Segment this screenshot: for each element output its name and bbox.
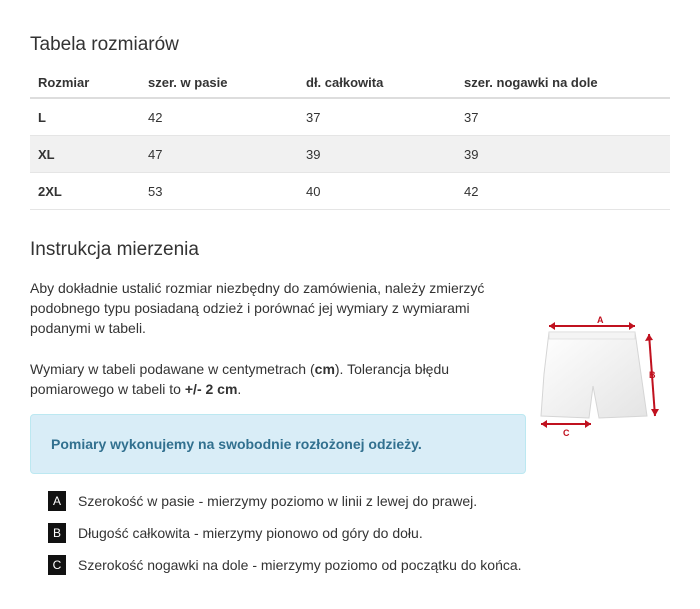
- list-item: [48, 517, 522, 549]
- size-table-header-row: [30, 67, 670, 98]
- arrow-a-right-head: [629, 322, 635, 330]
- label-a: A: [597, 315, 604, 325]
- step-badge: B: [48, 523, 66, 543]
- table-cell: 39: [456, 136, 670, 173]
- arrow-c-left-head: [541, 420, 547, 428]
- label-c: C: [563, 428, 570, 438]
- arrow-b-bottom-head: [651, 409, 659, 416]
- info-alert: [30, 414, 526, 474]
- size-cell: 2XL: [38, 183, 62, 199]
- table-cell: 39: [298, 136, 456, 173]
- intro-paragraph: Aby dokładnie ustalić rozmiar niezbędny do zamówienia, należy zmierzyć podobnego typu posiadaną odzież i porównać jej wymiary z wymiarami podanymi w tabeli.: [30, 280, 485, 336]
- size-cell: XL: [30, 136, 140, 173]
- size-cell: L: [38, 109, 46, 125]
- tolerance-value: +/- 2 cm: [184, 381, 238, 397]
- info-alert-text: Pomiary wykonujemy na swobodnie rozłożonej odzieży.: [51, 436, 422, 452]
- table-cell: 37: [464, 109, 479, 125]
- arrow-a-left-head: [549, 322, 555, 330]
- list-item: [48, 485, 522, 517]
- table-row: [30, 173, 670, 210]
- table-row: [30, 98, 670, 136]
- table-row: [30, 136, 670, 173]
- table-cell: 40: [306, 183, 321, 199]
- units-paragraph: [30, 359, 510, 399]
- list-item: [48, 549, 522, 581]
- size-table: [30, 67, 670, 210]
- table-cell: 47: [140, 136, 298, 173]
- step-text: Szerokość w pasie - mierzymy poziomo w linii z lewej do prawej.: [78, 493, 478, 509]
- step-text: Szerokość nogawki na dole - mierzymy poziomo od początku do końca.: [78, 557, 522, 573]
- units-text: ). Tolerancja błędu pomiarowego w tabeli to: [30, 361, 450, 397]
- column-header: Rozmiar: [30, 67, 140, 98]
- shorts-icon: [541, 332, 647, 418]
- column-header: dł. całkowita: [298, 67, 456, 98]
- table-cell: 37: [306, 109, 321, 125]
- size-table-title: Tabela rozmiarów: [30, 34, 179, 55]
- column-header: szer. w pasie: [140, 67, 298, 98]
- units-text: Wymiary w tabeli podawane w centymetrach (: [30, 361, 315, 377]
- step-badge: A: [48, 491, 66, 511]
- instructions-title: Instrukcja mierzenia: [30, 239, 199, 260]
- unit-value: cm: [314, 361, 335, 377]
- column-header: szer. nogawki na dole: [456, 67, 670, 98]
- table-cell: 42: [464, 183, 479, 199]
- arrow-c-right-head: [585, 420, 591, 428]
- shorts-waistband: [549, 332, 635, 339]
- arrow-b-top-head: [645, 334, 653, 341]
- shorts-measurement-diagram: [535, 312, 665, 442]
- label-b: B: [649, 370, 656, 380]
- table-cell: 53: [148, 183, 163, 199]
- measurement-steps: [48, 485, 522, 581]
- step-badge: C: [48, 555, 66, 575]
- step-text: Długość całkowita - mierzymy pionowo od góry do dołu.: [78, 525, 423, 541]
- units-text: .: [237, 381, 242, 397]
- table-cell: 42: [148, 109, 163, 125]
